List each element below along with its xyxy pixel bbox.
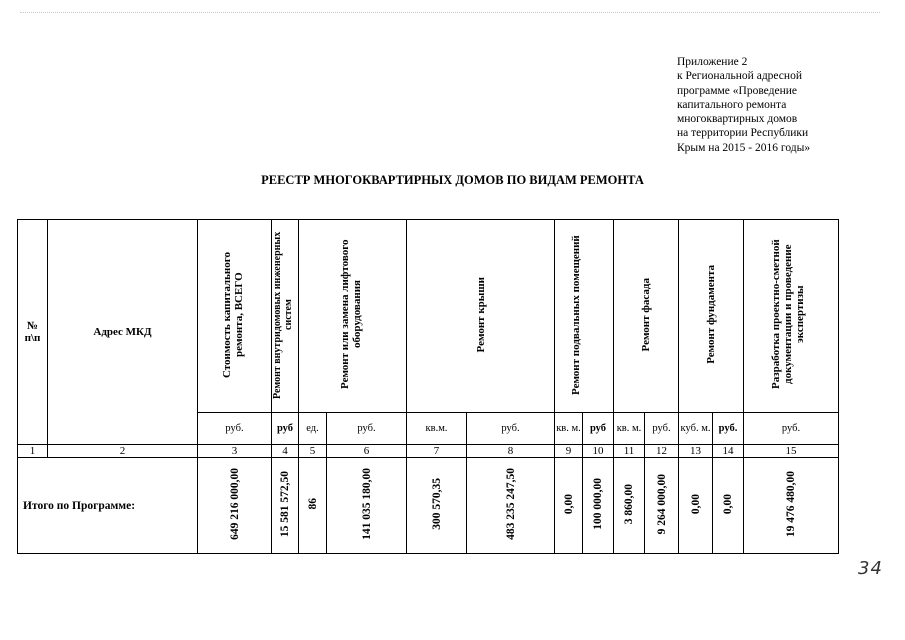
column-number: 7: [407, 445, 467, 458]
unit-cell: руб.: [327, 413, 407, 445]
total-cell: [299, 458, 327, 554]
column-number: 3: [198, 445, 272, 458]
total-value: 300 570,35: [430, 478, 443, 530]
column-number: 12: [645, 445, 679, 458]
unit-cell: куб. м.: [679, 413, 713, 445]
repair-registry-table: [17, 219, 839, 554]
appendix-line: многоквартирных домов: [677, 113, 798, 126]
column-number: 6: [327, 445, 407, 458]
appendix-line: Крым на 2015 - 2016 годы»: [677, 141, 811, 154]
appendix-line: капитального ремонта: [677, 98, 787, 111]
handwritten-page-number: 34: [858, 558, 883, 579]
total-cell: [407, 458, 467, 554]
total-value: 19 476 480,00: [785, 470, 797, 538]
unit-cell: руб.: [467, 413, 555, 445]
total-cell: [744, 458, 839, 554]
total-cell: [272, 458, 299, 554]
column-number: 4: [272, 445, 299, 458]
total-value: 100 000,00: [592, 478, 604, 530]
unit-cell: ед.: [299, 413, 327, 445]
total-value: 0,00: [562, 493, 575, 515]
unit-cell: кв. м.: [614, 413, 645, 445]
appendix-line: программе «Проведение: [677, 84, 797, 97]
appendix-line: к Региональной адресной: [677, 70, 802, 83]
total-cell: [614, 458, 645, 554]
unit-cell: кв.м.: [407, 413, 467, 445]
header-elevator: [299, 220, 407, 413]
header-address: [48, 220, 198, 445]
unit-cell: руб.: [713, 413, 744, 445]
appendix-line: Приложение 2: [677, 56, 748, 68]
header-basement-label: Ремонт подвальных помещений: [570, 234, 582, 395]
total-cell: [713, 458, 744, 554]
column-number: 2: [48, 445, 198, 458]
header-elevator-label: Ремонт или замена лифтового оборудования: [338, 239, 363, 390]
header-roof: [407, 220, 555, 413]
document-title: РЕЕСТР МНОГОКВАРТИРНЫХ ДОМОВ ПО ВИДАМ РЕМОНТА: [261, 173, 644, 187]
header-roof-label: Ремонт крыши: [474, 276, 487, 353]
total-value: 86: [306, 498, 319, 510]
header-engineering: [272, 220, 299, 413]
total-value: 483 235 247,50: [504, 468, 517, 540]
unit-cell: руб.: [198, 413, 272, 445]
header-basement: [555, 220, 614, 413]
total-value: 3 860,00: [623, 483, 635, 525]
total-value: 649 216 000,00: [228, 468, 241, 540]
header-row-number: [18, 220, 48, 445]
unit-cell: руб: [583, 413, 614, 445]
column-number: 5: [299, 445, 327, 458]
header-foundation-label: Ремонт фундамента: [705, 265, 717, 364]
column-number: 9: [555, 445, 583, 458]
total-value: 15 581 572,50: [279, 470, 291, 538]
total-value: 0,00: [689, 493, 702, 515]
total-cell: [679, 458, 713, 554]
column-number: 14: [713, 445, 744, 458]
header-row: [18, 220, 839, 413]
column-number: 8: [467, 445, 555, 458]
column-number: 15: [744, 445, 839, 458]
header-facade: [614, 220, 679, 413]
column-number: 10: [583, 445, 614, 458]
total-cell: [583, 458, 614, 554]
total-value: 9 264 000,00: [655, 473, 668, 535]
total-row: [18, 458, 839, 554]
header-total-cost: [198, 220, 272, 413]
appendix-line: на территории Республики: [677, 127, 809, 140]
header-design-docs: [744, 220, 839, 413]
unit-cell: руб: [272, 413, 299, 445]
unit-cell: руб.: [645, 413, 679, 445]
appendix-note: [677, 55, 892, 155]
column-number-row: [18, 445, 839, 458]
total-cell: [467, 458, 555, 554]
column-number: 11: [614, 445, 645, 458]
total-cell: [555, 458, 583, 554]
unit-cell: кв. м.: [555, 413, 583, 445]
header-foundation: [679, 220, 744, 413]
total-cell: [198, 458, 272, 554]
scan-artifact-line: [20, 12, 880, 13]
column-number: 13: [679, 445, 713, 458]
header-total-cost-label: Стоимость капитального ремонта, ВСЕГО: [220, 251, 245, 378]
total-row-label: Итого по Программе:: [18, 458, 198, 554]
header-engineering-label: Ремонт внутридомовых инженерных систем: [272, 230, 294, 399]
total-value: 0,00: [722, 493, 734, 515]
total-cell: [327, 458, 407, 554]
header-address-label: Адрес МКД: [93, 326, 152, 338]
unit-cell: руб.: [744, 413, 839, 445]
header-facade-label: Ремонт фасада: [640, 277, 652, 352]
header-row-number-label: № п\п: [24, 320, 41, 344]
total-value: 141 035 180,00: [360, 468, 373, 540]
total-cell: [645, 458, 679, 554]
header-design-docs-label: Разработка проектно-сметной документации и проведение экспертизы: [770, 239, 806, 390]
column-number: 1: [18, 445, 48, 458]
